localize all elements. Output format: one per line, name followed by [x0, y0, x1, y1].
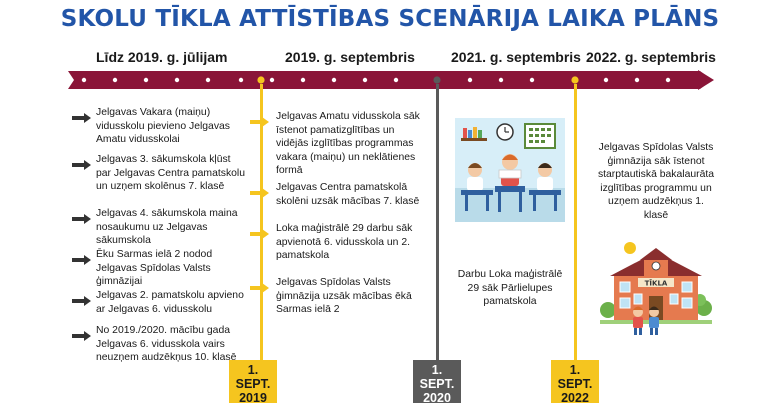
- period-label-2019-sept: 2019. g. septembris: [285, 49, 415, 65]
- event-2021-text: Darbu Loka maģistrālē 29 sāk Pārlielupes pamatskola: [457, 269, 563, 307]
- right-arrow-icon: [250, 188, 270, 198]
- badge-sept-2020: [413, 360, 461, 403]
- list-item: Jelgavas 3. sākumskola kļūst par Jelgavas Centra pamatskolu un uzņem skolēnus 7. klasē: [96, 154, 246, 192]
- badge-line2: 2022: [561, 391, 589, 405]
- badge-sept-2019: [229, 360, 277, 403]
- list-item: Jelgavas 2. pamatskolu apvieno ar Jelgavas 6. vidusskolu: [96, 290, 244, 315]
- timeline-marker-2019: [257, 76, 264, 83]
- list-item: Jelgavas Vakara (maiņu) vidusskolu pievieno Jelgavas Amatu vidusskolai: [96, 107, 231, 145]
- right-arrow-icon: [72, 255, 92, 265]
- school-illustration: [600, 238, 712, 336]
- period-label-2022-sept: 2022. g. septembris: [586, 49, 716, 65]
- right-arrow-icon: [72, 331, 92, 341]
- period-label-2021-sept: 2021. g. septembris: [451, 49, 581, 65]
- page-title: SKOLU TĪKLA ATTĪSTĪBAS SCENĀRIJA LAIKA PLĀNS: [60, 6, 720, 32]
- right-arrow-icon: [250, 117, 270, 127]
- timeline-arrow: [0, 68, 780, 92]
- timeline-arrowhead: [698, 70, 714, 90]
- badge-line2: 2020: [423, 391, 451, 405]
- badge-line2: 2019: [239, 391, 267, 405]
- timeline-marker-2022: [571, 76, 578, 83]
- right-arrow-icon: [72, 113, 92, 123]
- badge-line1: 1. SEPT.: [557, 363, 593, 391]
- badge-sept-2022: [551, 360, 599, 403]
- right-arrow-icon: [72, 296, 92, 306]
- period-label-2019-july: Līdz 2019. g. jūlijam: [96, 49, 228, 65]
- timeline-line-2022: [574, 84, 577, 362]
- list-item: Jelgavas Spīdolas Valsts ģimnāzija uzsāk mācības ēkā Sarmas ielā 2: [276, 277, 412, 315]
- list-item: Ēku Sarmas ielā 2 nodod Jelgavas Spīdolas Valsts ģimnāzijai: [96, 249, 213, 287]
- list-item: Loka maģistrālē 29 darbu sāk apvienotā 6. vidusskola un 2. pamatskola: [276, 223, 413, 261]
- list-item: No 2019./2020. mācību gada Jelgavas 6. vidusskola vairs neuzņem audzēkņus 10. klasē: [96, 325, 237, 363]
- timeline-marker-2020: [433, 76, 440, 83]
- list-item: Jelgavas 4. sākumskola maina nosaukumu uz Jelgavas sākumskola: [96, 208, 238, 246]
- right-arrow-icon: [72, 214, 92, 224]
- badge-line1: 1. SEPT.: [419, 363, 455, 391]
- right-arrow-icon: [72, 160, 92, 170]
- timeline-line-2020: [436, 84, 439, 362]
- list-item: Jelgavas Centra pamatskolā skolēni uzsāk mācības 7. klasē: [276, 182, 420, 207]
- classroom-illustration: [455, 118, 565, 222]
- event-2022-text: Jelgavas Spīdolas Valsts ģimnāzija sāk īstenot starptautiskā bakalaurāta izglītības programmu un uzņem audzēkņus 1. klasē: [597, 142, 715, 221]
- right-arrow-icon: [250, 283, 270, 293]
- right-arrow-icon: [250, 229, 270, 239]
- school-sign: TĪKLA: [644, 279, 668, 288]
- badge-line1: 1. SEPT.: [235, 363, 271, 391]
- list-item: Jelgavas Amatu vidusskola sāk īstenot pamatizglītības un vidējās izglītības programmas vakara (maiņu) un neklātienes formā: [276, 111, 420, 176]
